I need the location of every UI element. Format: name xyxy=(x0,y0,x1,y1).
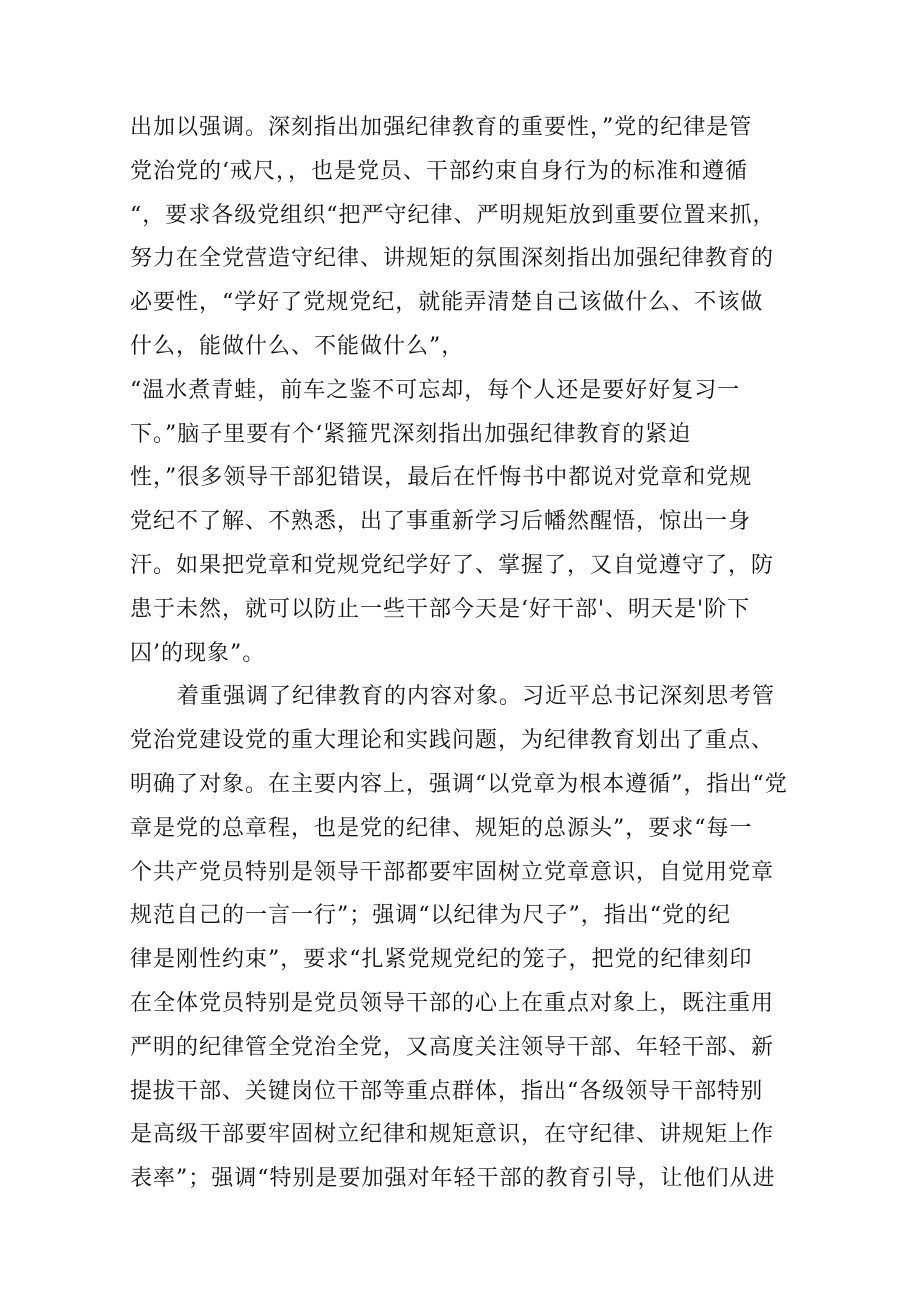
text-line-8: 下。”脑子里要有个‘紧箍咒深刻指出加强纪律教育的紧迫 xyxy=(130,421,692,447)
text-line-21: 在全体党员特别是党员领导干部的心上在重点对象上，既注重用 xyxy=(130,990,775,1016)
text-line-3: “，要求各级党组织“把严守纪律、严明规矩放到重要位置来抓， xyxy=(130,202,776,228)
text-line-7: “温水煮青蛙，前车之鉴不可忘却，每个人还是要好好复习一 xyxy=(130,377,741,403)
text-line-18: 个共产党员特别是领导干部都要牢固树立党章意识，自觉用党章 xyxy=(130,859,775,885)
text-line-12: 患于未然，就可以防止一些干部今天是‘好干部'、明天是'阶下 xyxy=(130,596,751,622)
text-line-20: 律是刚性约束”，要求“扎紧党规党纪的笼子，把党的纪律刻印 xyxy=(130,947,753,973)
text-line-22: 严明的纪律管全党治全党，又高度关注领导干部、年轻干部、新 xyxy=(130,1034,775,1060)
text-line-4: 努力在全党营造守纪律、讲规矩的氛围深刻指出加强纪律教育的 xyxy=(130,246,775,272)
text-line-25: 表率”；强调“特别是要加强对年轻干部的教育引导，让他们从进 xyxy=(130,1166,776,1192)
text-line-11: 汗。如果把党章和党规党纪学好了、掌握了，又自觉遵守了，防 xyxy=(130,552,775,578)
text-line-14: 着重强调了纪律教育的内容对象。习近平总书记深刻思考管 xyxy=(177,684,776,710)
text-line-1: 出加以强调。深刻指出加强纪律教育的重要性，”党的纪律是管 xyxy=(130,115,753,140)
text-line-16: 明确了对象。在主要内容上，强调“以党章为根本遵循”，指出“党 xyxy=(130,771,788,797)
text-line-19: 规范自己的一言一行”；强调“以纪律为尺子”，指出“党的纪 xyxy=(130,903,731,929)
text-line-15: 党治党建设党的重大理论和实践问题，为纪律教育划出了重点、 xyxy=(130,728,775,754)
body-text xyxy=(130,106,800,1201)
text-line-17: 章是党的总章程，也是党的纪律、规矩的总源头”，要求“每一 xyxy=(130,815,753,841)
text-line-2: 党治党的‘戒尺，，也是党员、干部约束自身行为的标准和遵循 xyxy=(130,158,748,184)
text-line-10: 党纪不了解、不熟悉，出了事重新学习后幡然醒悟，惊出一身 xyxy=(130,509,752,535)
text-line-6: 什么，能做什么、不能做什么”， xyxy=(130,333,465,359)
text-line-24: 是高级干部要牢固树立纪律和规矩意识，在守纪律、讲规矩上作 xyxy=(130,1122,775,1148)
text-line-13: 囚’的现象”。 xyxy=(130,640,266,666)
text-line-5: 必要性，“学好了党规党纪，就能弄清楚自己该做什么、不该做 xyxy=(130,290,764,316)
text-line-9: 性，”很多领导干部犯错误，最后在忏悔书中都说对党章和党规 xyxy=(130,465,753,491)
text-line-23: 提拔干部、关键岗位干部等重点群体，指出“各级领导干部特别 xyxy=(130,1078,764,1104)
